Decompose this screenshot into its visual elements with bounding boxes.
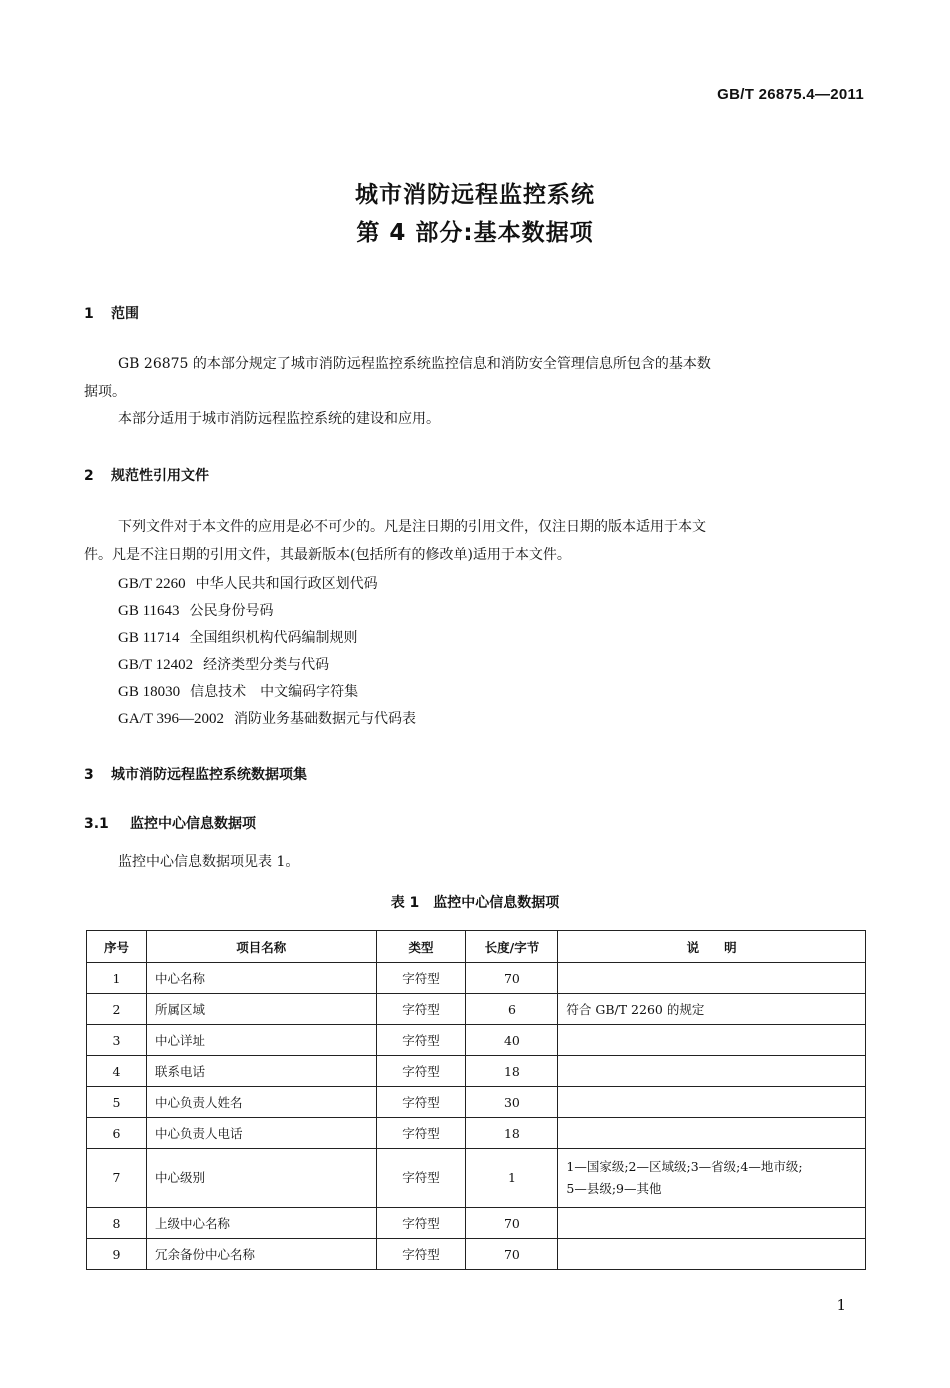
cell-name: 联系电话 — [146, 1056, 376, 1087]
reference-name: 全国组织机构代码编制规则 — [189, 630, 358, 646]
cell-desc — [558, 1087, 866, 1118]
reference-name: 信息技术 中文编码字符集 — [190, 684, 359, 700]
section-1-para-2: 本部分适用于城市消防远程监控系统的建设和应用。 — [118, 411, 440, 427]
reference-name: 中华人民共和国行政区划代码 — [195, 576, 378, 592]
cell-desc — [558, 1118, 866, 1149]
section-2-para-line-2: 件。凡是不注日期的引用文件，其最新版本(包括所有的修改单)适用于本文件。 — [84, 547, 571, 563]
section-number: 3 — [84, 767, 94, 783]
data-items-table — [86, 930, 866, 1270]
table-row — [87, 963, 866, 994]
cell-name: 上级中心名称 — [146, 1208, 376, 1239]
cell-type: 字符型 — [376, 1118, 466, 1149]
cell-no: 2 — [87, 994, 147, 1025]
table-header-row — [87, 931, 866, 963]
cell-no: 6 — [87, 1118, 147, 1149]
document-subtitle: 第 4 部分:基本数据项 — [356, 220, 594, 246]
table-row — [87, 1025, 866, 1056]
cell-no: 1 — [87, 963, 147, 994]
table-row — [87, 1239, 866, 1270]
cell-length: 30 — [466, 1087, 558, 1118]
cell-length: 70 — [466, 1239, 558, 1270]
section-1-para-1-line-1: GB 26875 的本部分规定了城市消防远程监控系统监控信息和消防安全管理信息所包含的基本数 — [118, 356, 711, 372]
section-3-1-para: 监控中心信息数据项见表 1。 — [118, 854, 300, 870]
reference-name: 经济类型分类与代码 — [203, 657, 330, 673]
cell-no: 5 — [87, 1087, 147, 1118]
section-title: 规范性引用文件 — [111, 468, 209, 484]
table-row — [87, 1149, 866, 1208]
document-title: 城市消防远程监控系统 — [355, 182, 595, 208]
cell-type: 字符型 — [376, 1025, 466, 1056]
cell-no: 9 — [87, 1239, 147, 1270]
table-caption: 表 1 监控中心信息数据项 — [390, 895, 560, 911]
section-number: 3.1 — [84, 816, 109, 832]
page-number: 1 — [836, 1296, 846, 1314]
header-cell-desc: 说 明 — [558, 931, 866, 963]
standard-code: GB/T 26875.4—2011 — [717, 86, 864, 103]
cell-desc — [558, 1056, 866, 1087]
cell-desc: 符合 GB/T 2260 的规定 — [558, 994, 866, 1025]
cell-length: 18 — [466, 1118, 558, 1149]
cell-type: 字符型 — [376, 1056, 466, 1087]
reference-code: GB/T 12402 — [118, 657, 194, 673]
reference-name: 消防业务基础数据元与代码表 — [233, 711, 416, 727]
normative-reference — [118, 708, 416, 728]
reference-code: GB/T 2260 — [118, 576, 186, 592]
cell-length: 70 — [466, 963, 558, 994]
header-cell-no: 序号 — [87, 931, 147, 963]
reference-code: GB 18030 — [118, 684, 181, 700]
cell-desc-line: 5—县级;9—其他 — [566, 1181, 662, 1196]
cell-type: 字符型 — [376, 1239, 466, 1270]
cell-length: 1 — [466, 1149, 558, 1208]
cell-no: 8 — [87, 1208, 147, 1239]
section-3-1-heading — [84, 813, 256, 833]
cell-desc — [558, 1239, 866, 1270]
section-number: 1 — [84, 306, 94, 322]
cell-desc — [558, 1149, 866, 1208]
cell-desc-line: 1—国家级;2—区域级;3—省级;4—地市级; — [566, 1159, 803, 1174]
section-1-heading — [84, 303, 139, 323]
cell-desc — [558, 1208, 866, 1239]
cell-desc — [558, 1025, 866, 1056]
cell-no: 7 — [87, 1149, 147, 1208]
section-title: 城市消防远程监控系统数据项集 — [111, 767, 307, 783]
cell-length: 70 — [466, 1208, 558, 1239]
normative-reference — [118, 654, 329, 674]
cell-type: 字符型 — [376, 963, 466, 994]
cell-type: 字符型 — [376, 1208, 466, 1239]
header-cell-length: 长度/字节 — [466, 931, 558, 963]
table-row — [87, 1118, 866, 1149]
cell-no: 3 — [87, 1025, 147, 1056]
reference-name: 公民身份号码 — [189, 603, 274, 619]
section-title: 范围 — [111, 306, 139, 322]
cell-name: 中心级别 — [146, 1149, 376, 1208]
section-number: 2 — [84, 468, 94, 484]
cell-length: 40 — [466, 1025, 558, 1056]
section-2-heading — [84, 465, 209, 485]
cell-name: 中心负责人电话 — [146, 1118, 376, 1149]
header-cell-type: 类型 — [376, 931, 466, 963]
cell-name: 冗余备份中心名称 — [146, 1239, 376, 1270]
normative-reference — [118, 681, 358, 701]
reference-code: GB 11643 — [118, 603, 180, 619]
cell-desc — [558, 963, 866, 994]
cell-type: 字符型 — [376, 1087, 466, 1118]
cell-no: 4 — [87, 1056, 147, 1087]
header-cell-name: 项目名称 — [146, 931, 376, 963]
reference-code: GB 11714 — [118, 630, 180, 646]
cell-name: 中心名称 — [146, 963, 376, 994]
normative-reference — [118, 627, 358, 647]
reference-code: GA/T 396—2002 — [118, 711, 224, 727]
normative-reference — [118, 600, 274, 620]
cell-name: 中心详址 — [146, 1025, 376, 1056]
table-row — [87, 1056, 866, 1087]
section-1-para-1-line-2: 据项。 — [84, 384, 126, 400]
cell-type: 字符型 — [376, 994, 466, 1025]
cell-length: 18 — [466, 1056, 558, 1087]
cell-type: 字符型 — [376, 1149, 466, 1208]
cell-name: 所属区域 — [146, 994, 376, 1025]
section-title: 监控中心信息数据项 — [130, 816, 256, 832]
cell-length: 6 — [466, 994, 558, 1025]
table-row — [87, 994, 866, 1025]
cell-name: 中心负责人姓名 — [146, 1087, 376, 1118]
table-row — [87, 1087, 866, 1118]
section-3-heading — [84, 764, 307, 784]
section-2-para-line-1: 下列文件对于本文件的应用是必不可少的。凡是注日期的引用文件，仅注日期的版本适用于本文 — [118, 519, 706, 535]
normative-reference — [118, 573, 378, 593]
table-row — [87, 1208, 866, 1239]
